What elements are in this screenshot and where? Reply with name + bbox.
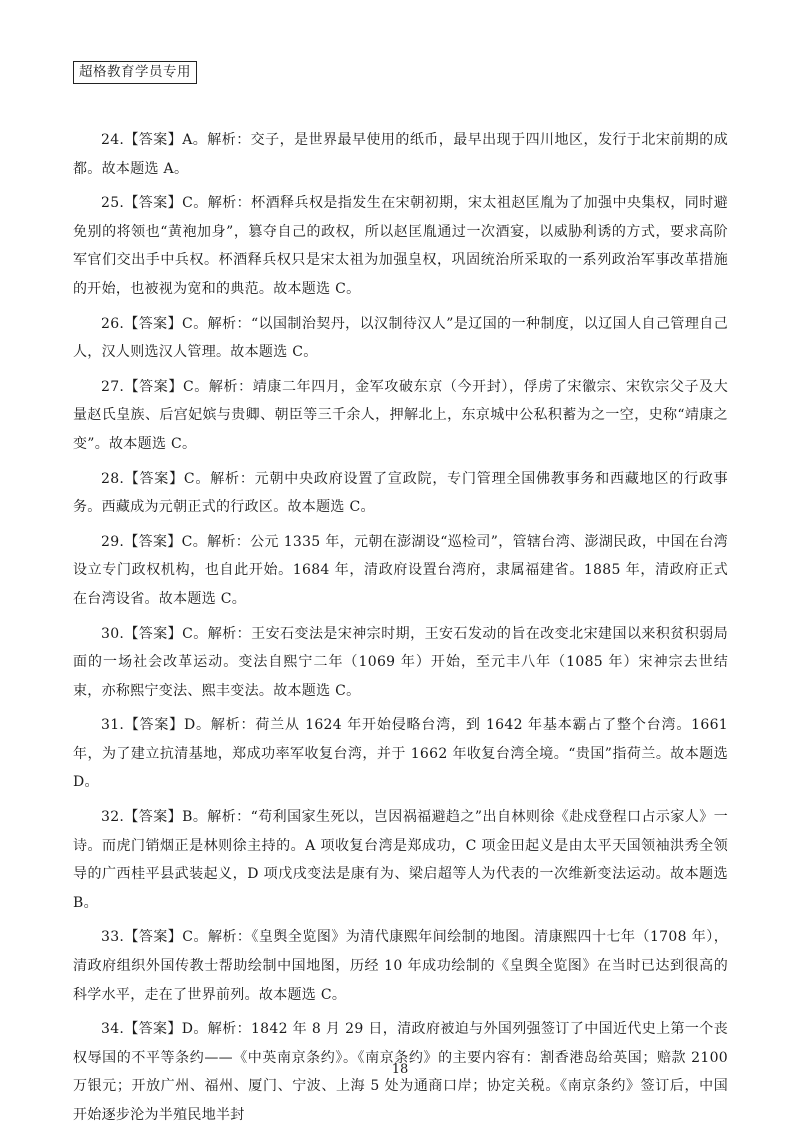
answer-33: 33.【答案】C。解析：《皇舆全览图》为清代康熙年间绘制的地图。清康熙四十七年（1708 年），清政府组织外国传教士帮助绘制中国地图，历经 10 年成功绘制的《皇舆全览图》在当时已达到很高的科学水平，走在了世界前列。故本题选 C。 xyxy=(73,929,728,1003)
answer-27: 27.【答案】C。解析：靖康二年四月，金军攻破东京（今开封），俘虏了宋徽宗、宋钦宗父子及大量赵氏皇族、后宫妃嫔与贵卿、朝臣等三千余人，押解北上，东京城中公私积蓄为之一空，史称“靖康之变”。故本题选 C。 xyxy=(73,378,728,452)
answer-24: 24.【答案】A。解析：交子，是世界最早使用的纸币，最早出现于四川地区，发行于北宋前期的成都。故本题选 A。 xyxy=(73,132,728,177)
answer-26: 26.【答案】C。解析：“以国制治契丹，以汉制待汉人”是辽国的一种制度，以辽国人自己管理自己人，汉人则选汉人管理。故本题选 C。 xyxy=(73,315,728,361)
answer-list xyxy=(73,126,728,1136)
answer-32: 32.【答案】B。解析：“苟利国家生死以，岂因祸福避趋之”出自林则徐《赴戍登程口占示家人》一诗。而虎门销烟正是林则徐主持的。A 项收复台湾是郑成功，C 项金田起义是由太平天国领袖洪秀全领导的广西桂平县武装起义，D 项戊戌变法是康有为、梁启超等人为代表的一次维新变法运动。故本题选 B。 xyxy=(73,809,728,911)
answer-25: 25.【答案】C。解析：杯酒释兵权是指发生在宋朝初期，宋太祖赵匡胤为了加强中央集权，同时避免别的将领也“黄袍加身”，篡夺自己的政权，所以赵匡胤通过一次酒宴，以威胁利诱的方式，要求高阶军官们交出手中兵权。杯酒释兵权只是宋太祖为加强皇权，巩固统治所采取的一系列政治军事改革措施的开始，也被视为宽和的典范。故本题选 C。 xyxy=(73,195,728,297)
page-number: 18 xyxy=(391,1062,409,1077)
answer-29: 29.【答案】C。解析：公元 1335 年，元朝在澎湖设“巡检司”，管辖台湾、澎湖民政，中国在台湾设立专门政权机构，也自此开始。1684 年，清政府设置台湾府，隶属福建省。1885 年，清政府正式在台湾设省。故本题选 C。 xyxy=(73,533,728,607)
answer-30: 30.【答案】C。解析：王安石变法是宋神宗时期，王安石发动的旨在改变北宋建国以来积贫积弱局面的一场社会改革运动。变法自熙宁二年（1069 年）开始，至元丰八年（1085 年）宋神宗去世结束，亦称熙宁变法、熙丰变法。故本题选 C。 xyxy=(73,625,728,699)
header-label: 超格教育学员专用 xyxy=(73,61,197,84)
answer-31: 31.【答案】D。解析：荷兰从 1624 年开始侵略台湾，到 1642 年基本霸占了整个台湾。1661 年，为了建立抗清基地，郑成功率军收复台湾，并于 1662 年收复台湾全境。“贵国”指荷兰。故本题选 D。 xyxy=(73,717,728,791)
answer-28: 28.【答案】C。解析：元朝中央政府设置了宣政院，专门管理全国佛教事务和西藏地区的行政事务。西藏成为元朝正式的行政区。故本题选 C。 xyxy=(73,470,728,516)
answer-34: 34.【答案】D。解析：1842 年 8 月 29 日，清政府被迫与外国列强签订了中国近代史上第一个丧权辱国的不平等条约——《中英南京条约》。《南京条约》的主要内容有：割香港岛给英国；赔款 2100 万银元；开放广州、福州、厦门、宁波、上海 5 处为通商口岸；协定关税。《南京条约》签订后，中国开始逐步沦为半殖民地半封 xyxy=(73,1021,728,1123)
